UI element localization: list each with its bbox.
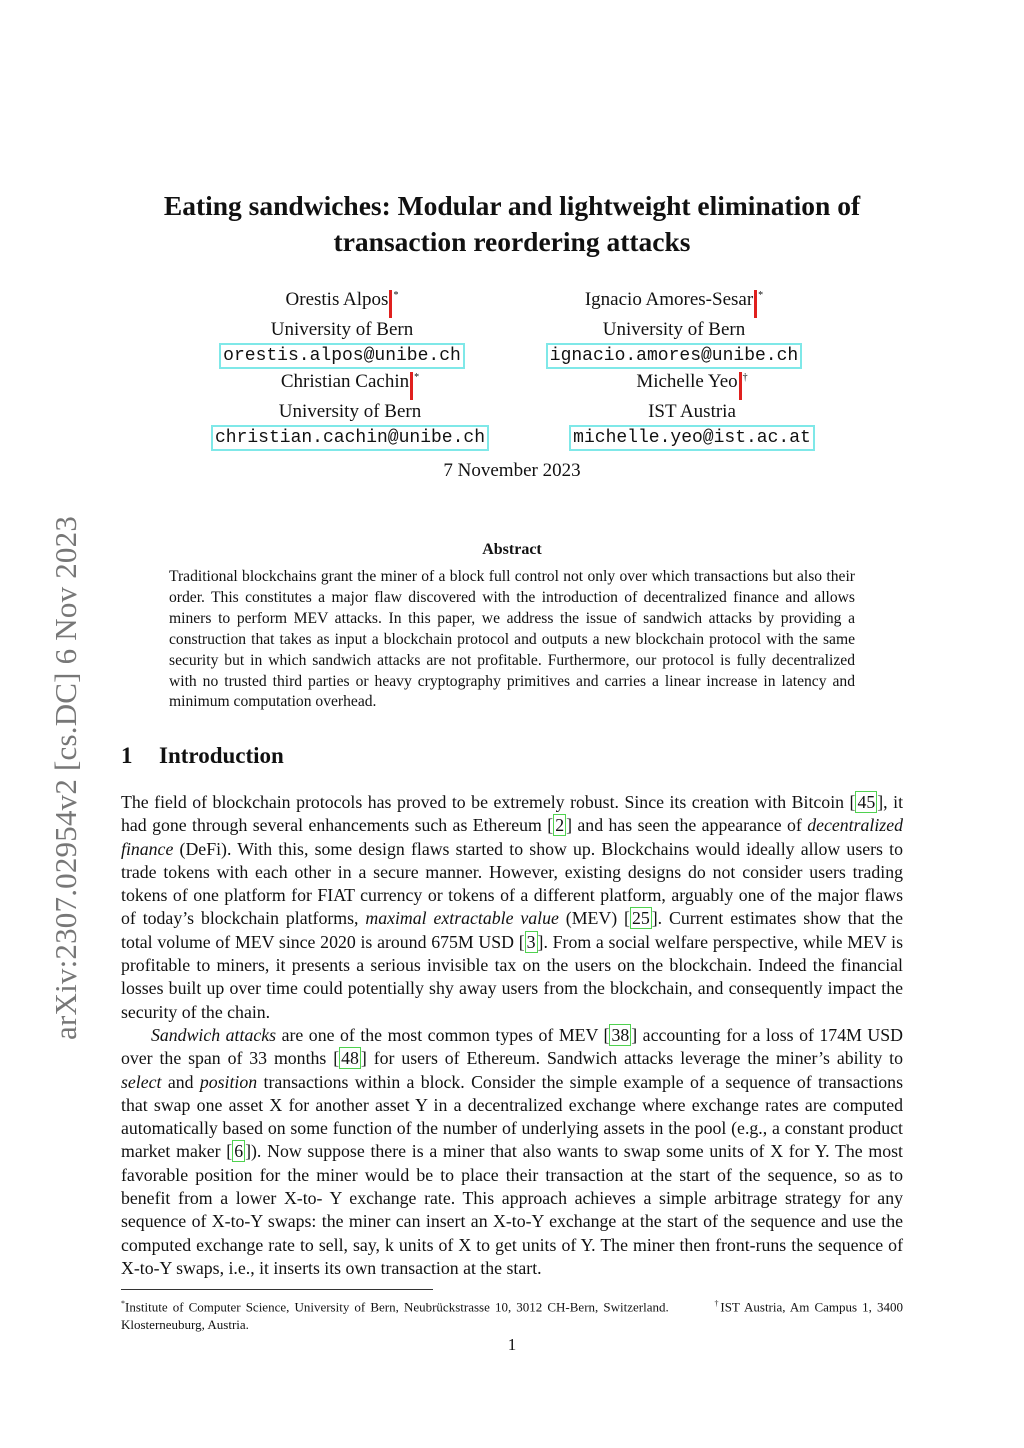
paragraph: Sandwich attacks are one of the most common types of MEV [ 38 ] accounting for a loss of 174M USD over the span of 33 months [ 48 ] for users of Ethereum. Sandwich attacks leverage the miner’s ability to select and position transactions within a block. Consider the simple example of a sequence of transactions that swap one asset X for another asset Y in a decentralized exchange where exchange rates are computed automatically based on some function of the number of underlying assets in the pool (e.g., a constant product market maker [ 6 ]). Now suppose there is a miner that also wants to swap some units of X for Y. The most favorable position for the miner would be to place their transaction at the start of the sequence, so as to benefit from a lower X-to- Y exchange rate. This approach achieves a simple arbitrage strategy for any sequence of X-to-Y swaps: the miner can insert an X-to-Y exchange at the start of the sequence and use the computed exchange rate to sell, say, k units of X to get units of Y. The miner then front-runs the sequence of X-to-Y swaps, i.e., it inserts its own transaction at the start. (121, 1024, 903, 1278)
footnote-marker: * (121, 1299, 125, 1308)
footnote-text: Institute of Computer Science, University of Bern, Neubrückstrasse 10, 3012 CH-Bern, Switzerland. (125, 1299, 669, 1315)
citation-link[interactable]: 45 (857, 792, 876, 812)
footnote-link[interactable]: * (410, 372, 419, 400)
citation-link[interactable]: 6 (234, 1141, 244, 1162)
emphasis: select (121, 1071, 162, 1092)
section-number: 1 (121, 743, 133, 768)
citation-link[interactable]: 3 (526, 931, 536, 952)
author-affiliation: University of Bern (602, 318, 746, 340)
title-line-1: Eating sandwiches: Modular and lightweight elimination of (163, 190, 861, 221)
emphasis: maximal extractable value (365, 908, 559, 929)
author-email-link[interactable]: ignacio.amores@unibe.ch (546, 343, 802, 369)
footnote-rule (121, 1289, 433, 1290)
footnote-link[interactable]: † (739, 372, 748, 400)
author-email-link[interactable]: michelle.yeo@ist.ac.at (569, 425, 815, 451)
footnote-link[interactable]: * (754, 290, 763, 318)
title-line-2: transaction reordering attacks (333, 226, 691, 257)
author-email-link[interactable]: orestis.alpos@unibe.ch (219, 343, 465, 369)
abstract-text: Traditional blockchains grant the miner of a block full control not only over which transactions but also their order. This constitutes a major flaw discovered with the introduction of decentralized finance and allows miners to perform MEV attacks. In this paper, we address the issue of sandwich attacks by providing a construction that takes as input a blockchain protocol and outputs a new blockchain protocol with the same security but in which sandwich attacks are not profitable. Furthermore, our protocol is fully decentralized with no trusted third parties or heavy cryptography primitives and carries a linear increase in latency and minimum computation overhead. (169, 568, 855, 711)
arxiv-sidebar-stamp: arXiv:2307.02954v2 [cs.DC] 6 Nov 2023 (48, 515, 83, 1040)
paper-title (0, 188, 1024, 260)
footnote-marker: † (714, 1299, 721, 1308)
introduction-body (121, 791, 903, 1280)
footnotes (121, 1295, 903, 1333)
author-name: Michelle Yeo † (482, 370, 902, 400)
paper-date: 7 November 2023 (443, 460, 581, 481)
section-title: Introduction (159, 743, 284, 768)
citation-link[interactable]: 25 (631, 908, 650, 929)
emphasis: position (199, 1071, 258, 1092)
abstract-heading: Abstract (482, 541, 542, 558)
citation-link[interactable]: 38 (611, 1024, 630, 1045)
author-name: Christian Cachin * (140, 370, 560, 400)
footnote-text: IST Austria, Am Campus 1, 3400 Klosterneuburg, Austria. (121, 1299, 904, 1332)
author-block (482, 370, 902, 451)
author-affiliation: IST Austria (648, 400, 736, 422)
author-affiliation: University of Bern (270, 318, 414, 340)
footnote-link[interactable]: * (389, 290, 398, 318)
emphasis: Sandwich attacks (151, 1024, 277, 1045)
citation-link[interactable]: 48 (341, 1048, 359, 1069)
page-number: 1 (507, 1335, 517, 1354)
citation-link[interactable]: 2 (555, 815, 565, 836)
paragraph: The field of blockchain protocols has proved to be extremely robust. Since its creation with Bitcoin [ 45 ], it had gone through several enhancements such as Ethereum [ 2 ] and has seen the appearance of decentralized finance (DeFi). With this, some design flaws started to show up. Blockchains would ideally allow users to trade tokens with each other in a secure manner. However, existing designs do not consider users trading tokens of one platform for FIAT currency or tokens of a different platform, arguably one of the major flaws of today’s blockchain platforms, maximal extractable value (MEV) [ 25 ]. Current estimates show that the total volume of MEV since 2020 is around 675M USD [ 3 ]. From a social welfare perspective, while MEV is profitable to miners, it presents a serious invisible tax on the users on the blockchain. Indeed the financial losses built up over time could potentially shy away users from the blockchain, and consequently impact the security of the chain. (121, 792, 904, 1022)
emphasis: decentralized finance (121, 815, 904, 859)
author-name: Orestis Alpos * (132, 288, 552, 318)
author-affiliation: University of Bern (278, 400, 422, 422)
author-block (464, 288, 884, 369)
author-email-link[interactable]: christian.cachin@unibe.ch (211, 425, 489, 451)
section-heading (121, 743, 284, 769)
author-name: Ignacio Amores-Sesar * (464, 288, 884, 318)
